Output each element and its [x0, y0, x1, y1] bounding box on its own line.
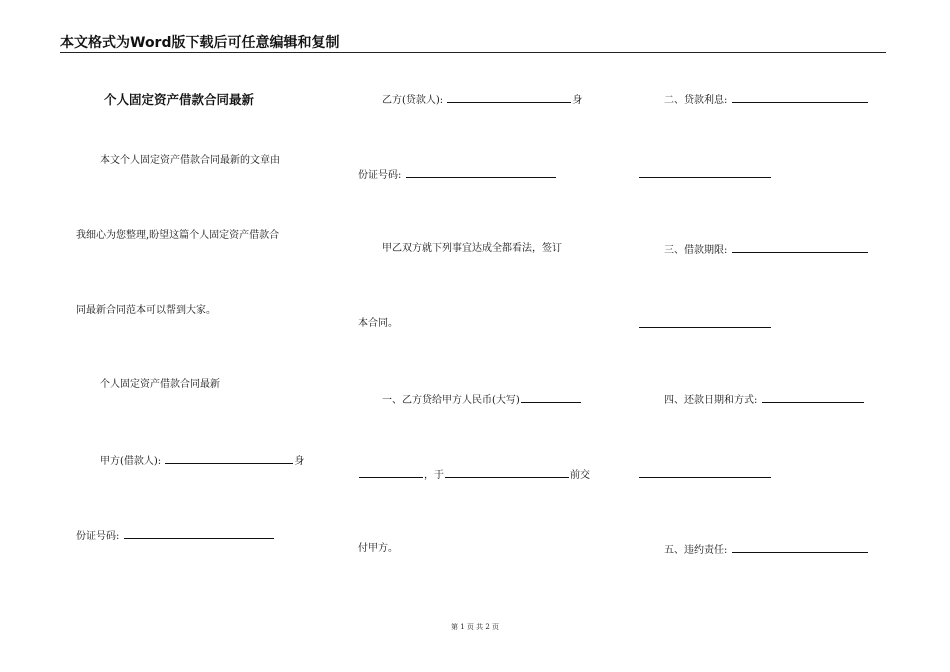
delivery-mid: ，于	[424, 470, 444, 481]
borrower-line	[100, 453, 304, 469]
lender-id-blank	[406, 167, 556, 178]
col2-paragraph-7: 付甲方。	[358, 543, 398, 554]
borrower-name-blank	[165, 453, 293, 464]
borrower-id-blank	[124, 528, 274, 539]
page-header	[60, 34, 886, 53]
page-number: 第 1 页 共 2 页	[450, 623, 500, 631]
col1-paragraph-4: 个人固定资产借款合同最新	[100, 379, 220, 390]
term-continued-line	[638, 317, 772, 333]
delivery-date-blank	[445, 467, 569, 478]
liability-blank	[732, 542, 868, 553]
borrower-id-line	[76, 528, 275, 544]
term-blank	[732, 242, 868, 253]
loan-amount-label: 一、乙方贷给甲方人民币(大写)	[382, 395, 520, 406]
document-title: 个人固定资产借款合同最新	[104, 92, 255, 107]
term-label: 三、借款期限:	[664, 245, 728, 256]
borrower-label: 甲方(借款人):	[100, 456, 162, 467]
delivery-line	[358, 467, 590, 483]
repayment-blank	[762, 392, 864, 403]
repayment-line	[664, 392, 865, 408]
loan-amount-line	[382, 392, 582, 408]
liability-line	[664, 542, 869, 558]
lender-label: 乙方(贷款人):	[382, 95, 444, 106]
col1-paragraph-2: 我细心为您整理,盼望这篇个人固定资产借款合	[76, 230, 280, 241]
lender-tail: 身	[572, 95, 583, 106]
borrower-id-label: 份证号码:	[76, 531, 120, 542]
repayment-continued-line	[638, 467, 772, 483]
liability-label: 五、违约责任:	[664, 545, 728, 556]
lender-line	[382, 92, 582, 108]
lender-id-line	[358, 167, 557, 183]
lender-name-blank	[447, 92, 571, 103]
col1-paragraph-1: 本文个人固定资产借款合同最新的文章由	[100, 155, 280, 166]
interest-blank	[732, 92, 868, 103]
loan-amount-blank	[521, 392, 581, 403]
amount-continued-blank	[359, 467, 423, 478]
delivery-tail: 前交	[570, 470, 590, 481]
interest-continued-blank	[639, 167, 771, 178]
col2-paragraph-3: 甲乙双方就下列事宜达成全都看法，签订	[382, 243, 562, 254]
col1-paragraph-3: 同最新合同范本可以帮到大家。	[76, 305, 216, 316]
borrower-tail: 身	[294, 456, 305, 467]
repayment-continued-blank	[639, 467, 771, 478]
interest-line	[664, 92, 869, 108]
interest-continued-line	[638, 167, 772, 183]
term-continued-blank	[639, 317, 771, 328]
header-text: 本文格式为Word版下载后可任意编辑和复制	[60, 35, 340, 51]
term-line	[664, 242, 869, 258]
repayment-label: 四、还款日期和方式:	[664, 395, 758, 406]
interest-label: 二、贷款利息:	[664, 95, 728, 106]
lender-id-label: 份证号码:	[358, 170, 402, 181]
col2-paragraph-4: 本合同。	[358, 318, 398, 329]
